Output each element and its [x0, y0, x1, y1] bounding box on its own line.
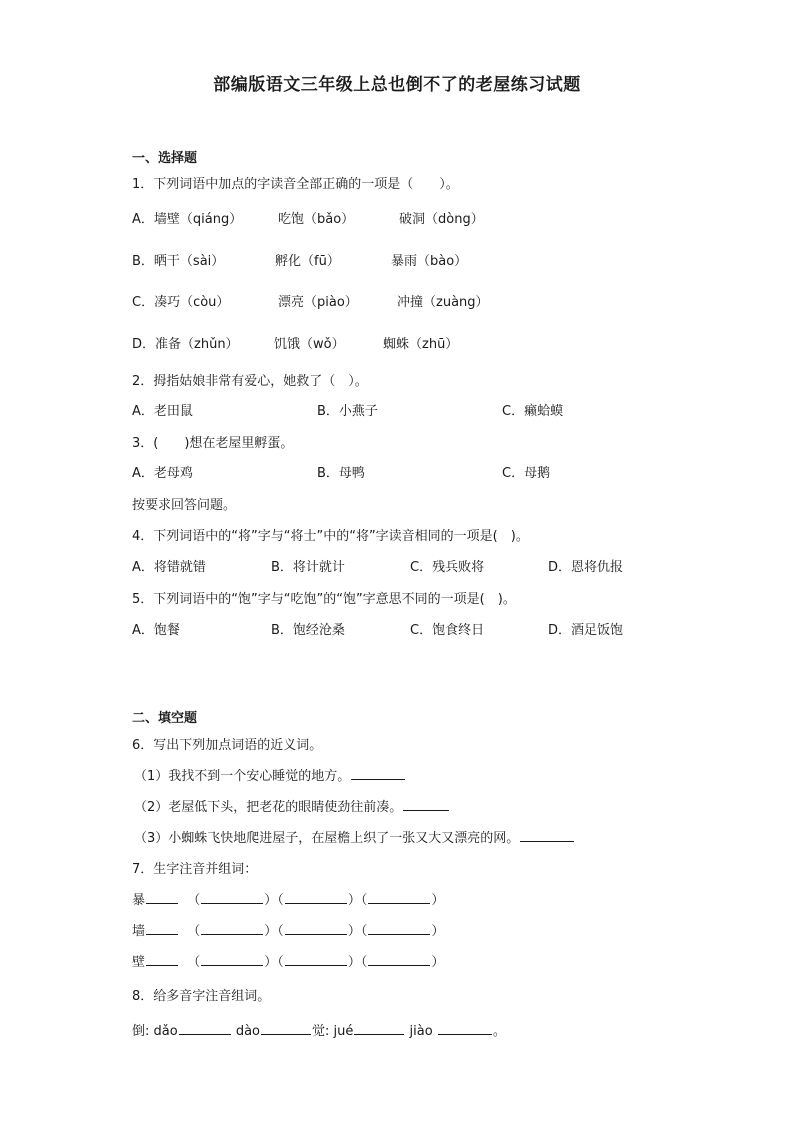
pinyin-blank[interactable] [146, 891, 178, 904]
q6-item-2 [134, 796, 450, 815]
q5-option-c: C．饱食终日 [410, 623, 485, 638]
section2-heading: 二、填空题 [132, 711, 198, 726]
q4-option-a: A．将错就错 [132, 560, 206, 575]
q3-option-c: C．母鹅 [502, 466, 551, 481]
q8-line [132, 1020, 506, 1039]
word-blank[interactable] [368, 891, 430, 904]
pinyin-blank[interactable] [146, 922, 178, 935]
q8-pinyin-1: dǎo [153, 1024, 178, 1039]
q1-option-c-3: 冲撞（zuàng） [397, 295, 489, 310]
word-blank[interactable] [179, 1022, 231, 1035]
q2-option-b: B．小燕子 [317, 404, 378, 419]
q6-stem: 6．写出下列加点词语的近义词。 [132, 738, 323, 753]
q6-item-3 [134, 827, 575, 846]
q2-option-a: A．老田鼠 [132, 404, 193, 419]
word-blank[interactable] [438, 1022, 492, 1035]
q4-stem: 4．下列词语中的“将”字与“将士”中的“将”字读音相同的一项是( )。 [132, 529, 529, 544]
q8-pinyin-4: jiào [409, 1024, 433, 1039]
q2-option-c: C．癞蛤蟆 [502, 404, 564, 419]
q8-char-1: 倒: [132, 1024, 150, 1039]
q7-char-3: 壁 [132, 955, 146, 970]
q6-item-1 [134, 765, 406, 784]
q1-option-c-1: C．凑巧（còu） [132, 295, 230, 310]
q1-option-d-1: D．准备（zhǔn） [132, 337, 239, 352]
q7-stem: 7．生字注音并组词： [132, 862, 258, 877]
q1-option-d-2: 饥饿（wǒ） [274, 337, 345, 352]
word-blank[interactable] [201, 922, 263, 935]
q7-row-1: 暴 （ ）（ ）（ ） [132, 893, 445, 908]
q1-option-a-1: A．墙壁（qiáng） [132, 212, 243, 227]
answer-blank[interactable] [520, 829, 574, 842]
q8-end: 。 [492, 1024, 506, 1039]
word-blank[interactable] [201, 891, 263, 904]
q3-option-a: A．老母鸡 [132, 466, 193, 481]
q2-stem: 2．拇指姑娘非常有爱心，她救了（ ）。 [132, 374, 368, 389]
q4-option-b: B．将计就计 [271, 560, 345, 575]
q4-option-c: C．残兵败将 [410, 560, 485, 575]
word-blank[interactable] [201, 953, 263, 966]
q8-char-2: 觉: [312, 1024, 330, 1039]
q1-option-d-3: 蜘蛛（zhū） [383, 337, 459, 352]
q1-option-a-2: 吃饱（bǎo） [278, 212, 355, 227]
answer-blank[interactable] [351, 767, 405, 780]
answer-blank[interactable] [403, 798, 449, 811]
q3-stem: 3．( )想在老屋里孵蛋。 [132, 436, 294, 451]
word-blank[interactable] [368, 953, 430, 966]
q7-row-2: 墙 （ ）（ ）（ ） [132, 924, 445, 939]
q5-option-d: D．酒足饭饱 [548, 623, 624, 638]
q1-option-b-2: 孵化（fū） [275, 254, 340, 269]
q5-option-b: B．饱经沧桑 [271, 623, 345, 638]
q5-stem: 5．下列词语中的“饱”字与“吃饱”的“饱”字意思不同的一项是( )。 [132, 592, 516, 607]
q3-option-b: B．母鸭 [317, 466, 365, 481]
instruction-text: 按要求回答问题。 [132, 498, 237, 513]
q7-char-2: 墙 [132, 924, 146, 939]
q1-option-a-3: 破洞（dòng） [399, 212, 484, 227]
q8-stem: 8．给多音字注音组词。 [132, 989, 271, 1004]
q8-pinyin-3: jué [333, 1024, 354, 1039]
q8-pinyin-2: dào [235, 1024, 261, 1039]
q1-option-b-1: B．晒干（sài） [132, 254, 225, 269]
q5-option-a: A．饱餐 [132, 623, 180, 638]
q7-row-3: 壁 （ ）（ ）（ ） [132, 955, 445, 970]
word-blank[interactable] [354, 1022, 404, 1035]
section1-heading: 一、选择题 [132, 151, 198, 166]
q4-option-d: D．恩将仇报 [548, 560, 624, 575]
word-blank[interactable] [261, 1022, 311, 1035]
q1-option-c-2: 漂亮（piào） [278, 295, 358, 310]
word-blank[interactable] [285, 953, 347, 966]
q7-char-1: 暴 [132, 893, 146, 908]
q6-item-3-text: （3）小蜘蛛飞快地爬进屋子，在屋檐上织了一张又大又漂亮的网。 [134, 831, 520, 846]
word-blank[interactable] [368, 922, 430, 935]
q1-option-b-3: 暴雨（bào） [391, 254, 468, 269]
q1-stem: 1．下列词语中加点的字读音全部正确的一项是（ ）。 [132, 177, 459, 192]
page-title: 部编版语文三年级上总也倒不了的老屋练习试题 [213, 75, 581, 95]
pinyin-blank[interactable] [146, 953, 178, 966]
word-blank[interactable] [285, 891, 347, 904]
word-blank[interactable] [285, 922, 347, 935]
q6-item-1-text: （1）我找不到一个安心睡觉的地方。 [134, 769, 351, 784]
q6-item-2-text: （2）老屋低下头，把老花的眼睛使劲往前凑。 [134, 800, 403, 815]
